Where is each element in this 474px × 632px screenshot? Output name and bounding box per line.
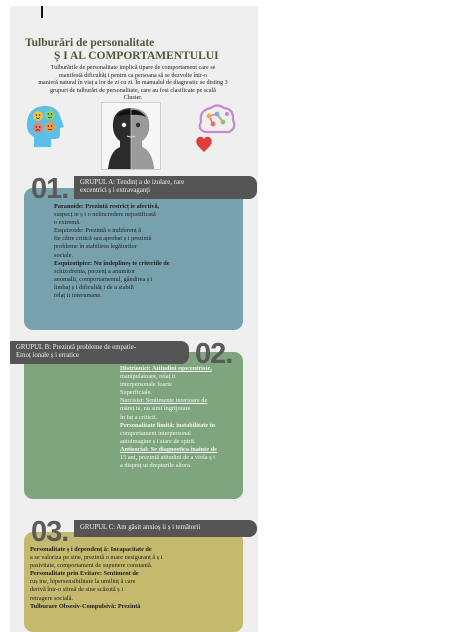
card-line: Tulburare Obsesiv-Compulsivă: Prezintă (30, 602, 141, 610)
card-line: Personalitate ș i dependenț ă: Incapacitate de (30, 546, 152, 553)
text-cursor (41, 6, 43, 18)
card-line: Personalitate prin Evitare: Sentiment de (30, 570, 139, 578)
page-title-line1: Tulburări de personalitate (25, 37, 155, 49)
split-face-portrait (101, 102, 161, 170)
card-line: a dispreț ui drepturile altora. (120, 462, 192, 470)
card-line: pasivitate, comportament de supunere constantă. (30, 562, 153, 570)
banner-line: GRUPUL A: Tendinț a de izolare, rare (80, 179, 185, 186)
card-line: interpersonale foarte (120, 381, 172, 389)
card-line: Paranoide: Prezintă restricț ie afectivă, (54, 203, 160, 210)
card-line: autoimagine ș i stare de spirit. (120, 437, 196, 445)
card-line: fie către critică sau aprobat ș i prezintă (54, 235, 152, 243)
group-b-number: 02. (195, 338, 233, 370)
group-a-banner (74, 176, 257, 199)
banner-line: excentrici ș i extravaganți (80, 187, 151, 195)
banner-line: Emoț ionale ș i erratice (16, 352, 80, 360)
card-line: probleme în stabilirea legăturilor (54, 243, 137, 251)
intro-line: manieră natural în viaț a lor de zi cu zi. În manualul de diagnostic se disting 3 (38, 80, 228, 87)
card-line: Narcisist: Sentimente interioare de (120, 397, 208, 405)
group-b-banner (10, 341, 189, 364)
card-line: anomalii, comportamentul, gândirea ș i (54, 275, 153, 283)
card-line: Histrionici: Atitudini egocentriste, (120, 365, 212, 372)
group-b-card (24, 352, 243, 499)
card-line: o extremă. (54, 219, 81, 227)
card-line: suspecț ie ș i o nelincredere nejustificată (54, 211, 156, 219)
intro-line: grupuri de tulburări de personalitate, care au fost clasificate pe scală (50, 87, 216, 94)
card-line: Personalitate limită: instabilitate în (120, 421, 215, 429)
intro-line: Cluster. (123, 95, 143, 102)
card-line: Antisocial: Se diagnostica înainte de (120, 445, 217, 453)
group-a-card (24, 188, 243, 330)
card-line: retragere socială. (30, 594, 73, 602)
card-line: relaț ii interumane. (54, 292, 102, 300)
card-line: ruș ine, hipersensibilitate la umilinț ă care (30, 578, 136, 586)
group-c-banner (74, 520, 257, 537)
card-line: manipulatoare, relaț ii (120, 373, 176, 381)
card-line: măreț ie, nu simt îngrijorare (120, 405, 191, 413)
group-c-number: 03. (31, 516, 69, 548)
group-a-number: 01. (31, 173, 69, 205)
card-line: Esquizoide: Prezintă o indiferenț ă (54, 227, 142, 235)
intro-line: manifestă dificultăț i pentru ca persoana să se dezvolte într-o (59, 72, 207, 79)
card-line: a se valoriza pe sine, prezintă o mare nesiguranț ă ș i (30, 554, 163, 562)
card-line: în faț a criticii. (120, 413, 158, 421)
card-line: schizofrenia, prezenț a anumitor (54, 267, 136, 275)
intro-paragraph (13, 65, 253, 103)
card-line: sociale. (54, 251, 74, 259)
card-line: derivă într-o stimă de sine scăzută ș i (30, 586, 124, 594)
card-line: limbaj ș i dificultăț i de a stabili (54, 283, 134, 291)
page-title-line2: Ș I AL COMPORTAMENTULUI (54, 50, 219, 62)
card-line: comportament interpersonal (120, 429, 191, 437)
card-line: Esquizotipice: Nu îndeplineș te criteriile de (54, 259, 170, 267)
banner-line: GRUPUL B: Prezintă probleme de empatie- (16, 344, 136, 351)
intro-line: Tulburările de personalitate implică tipare de comportament care se (50, 65, 216, 71)
banner-line: GRUPUL C: Am găsit anxioș ii ș i temătorii (80, 524, 201, 531)
brain-heart-icon (193, 102, 239, 154)
card-line: 15 ani, prezintă atitudini de a viola ș i (120, 454, 215, 462)
emotions-head-icon (24, 103, 66, 149)
card-line: Superficiale. (120, 389, 152, 397)
